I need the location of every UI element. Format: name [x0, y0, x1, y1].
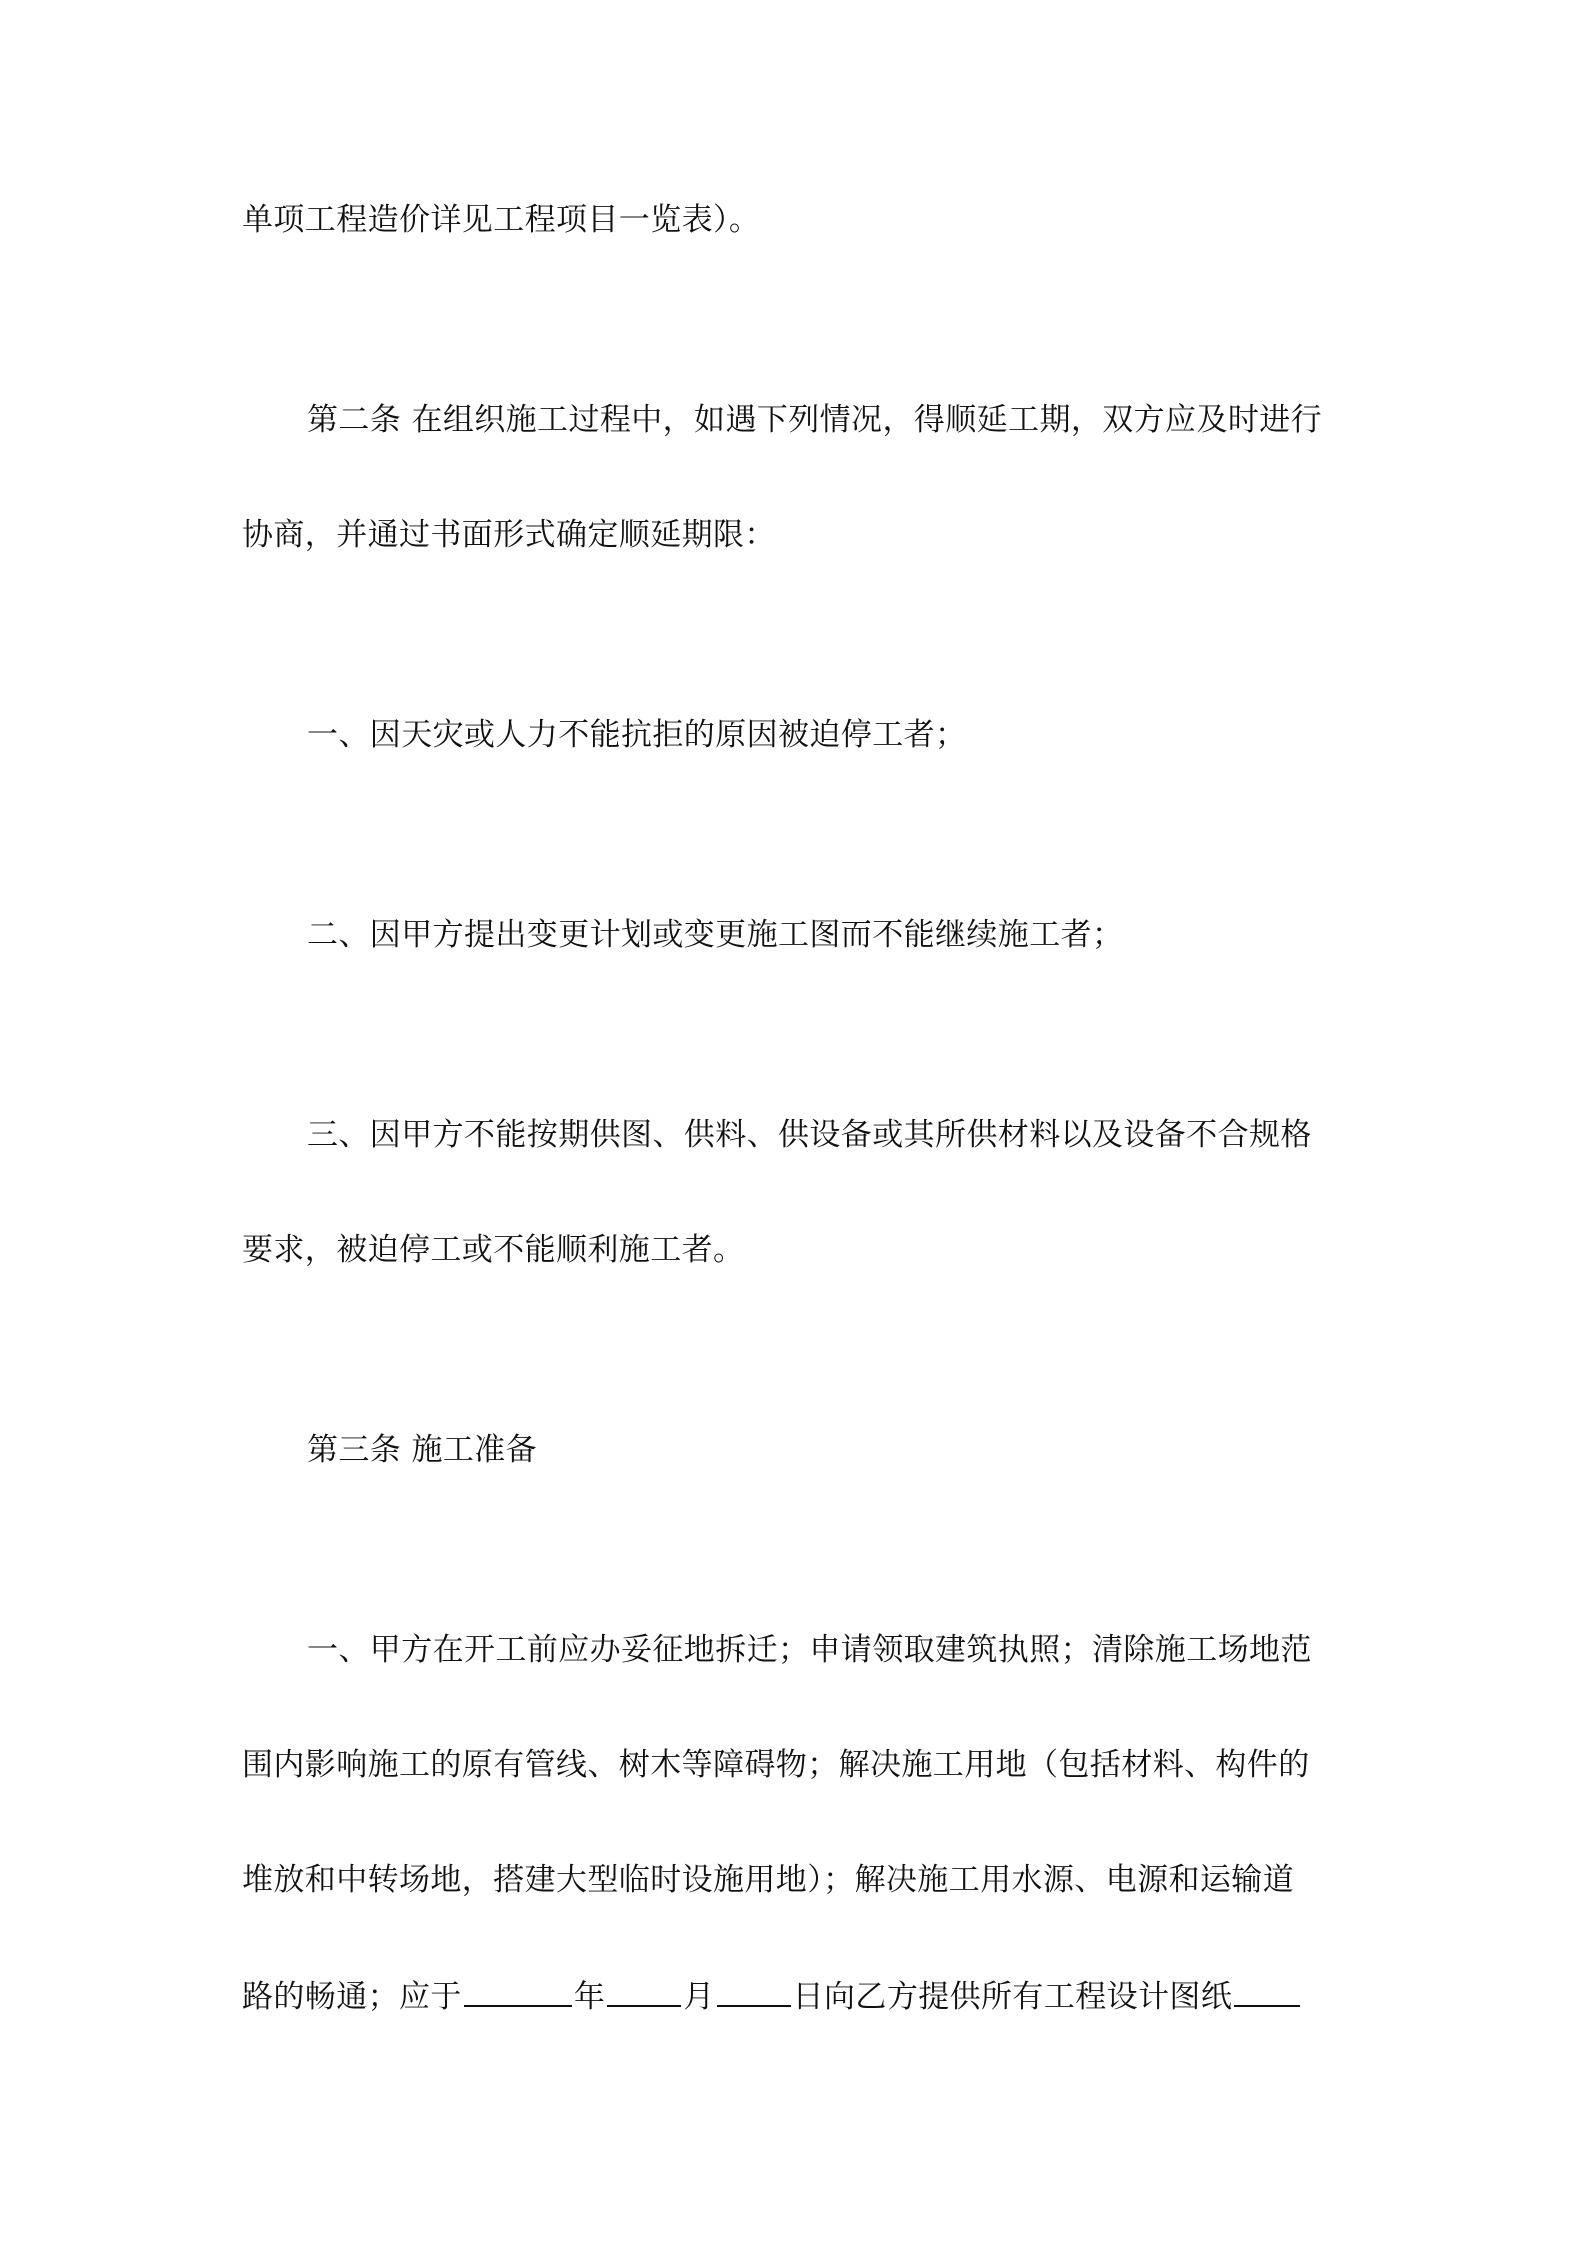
- item-3-line-2: 要求，被迫停工或不能顺利施工者。: [242, 1232, 745, 1268]
- line-4-prefix: 路的畅通；应于: [242, 1979, 462, 2015]
- paragraph-line: 单项工程造价详见工程项目一览表）。: [242, 202, 761, 238]
- item-1-line: 一、因天灾或人力不能抗拒的原因被迫停工者；: [307, 717, 967, 753]
- year-label: 年: [573, 1979, 606, 2015]
- trailing-blank[interactable]: [1234, 1975, 1300, 2007]
- prep-item-1-line-1: 一、甲方在开工前应办妥征地拆迁；申请领取建筑执照；清除施工场地范: [307, 1632, 1312, 1668]
- article-2-line-1: 第二条 在组织施工过程中，如遇下列情况，得顺延工期，双方应及时进行: [307, 402, 1323, 438]
- item-3-line-1: 三、因甲方不能按期供图、供料、供设备或其所供材料以及设备不合规格: [307, 1117, 1312, 1153]
- prep-item-1-line-3: 堆放和中转场地，搭建大型临时设施用地）；解决施工用水源、电源和运输道: [242, 1862, 1295, 1898]
- line-4-suffix: 日向乙方提供所有工程设计图纸: [792, 1979, 1233, 2015]
- article-3-heading: 第三条 施工准备: [307, 1432, 538, 1468]
- article-2-line-2: 协商，并通过书面形式确定顺延期限：: [242, 517, 776, 553]
- year-blank[interactable]: [464, 1975, 572, 2007]
- day-blank[interactable]: [717, 1975, 791, 2007]
- month-blank[interactable]: [607, 1975, 681, 2007]
- prep-item-1-line-2: 围内影响施工的原有管线、树木等障碍物；解决施工用地（包括材料、构件的: [242, 1747, 1310, 1783]
- month-label: 月: [683, 1979, 715, 2015]
- item-2-line: 二、因甲方提出变更计划或变更施工图而不能继续施工者；: [307, 917, 1124, 953]
- prep-item-1-line-4: [242, 1975, 1302, 2015]
